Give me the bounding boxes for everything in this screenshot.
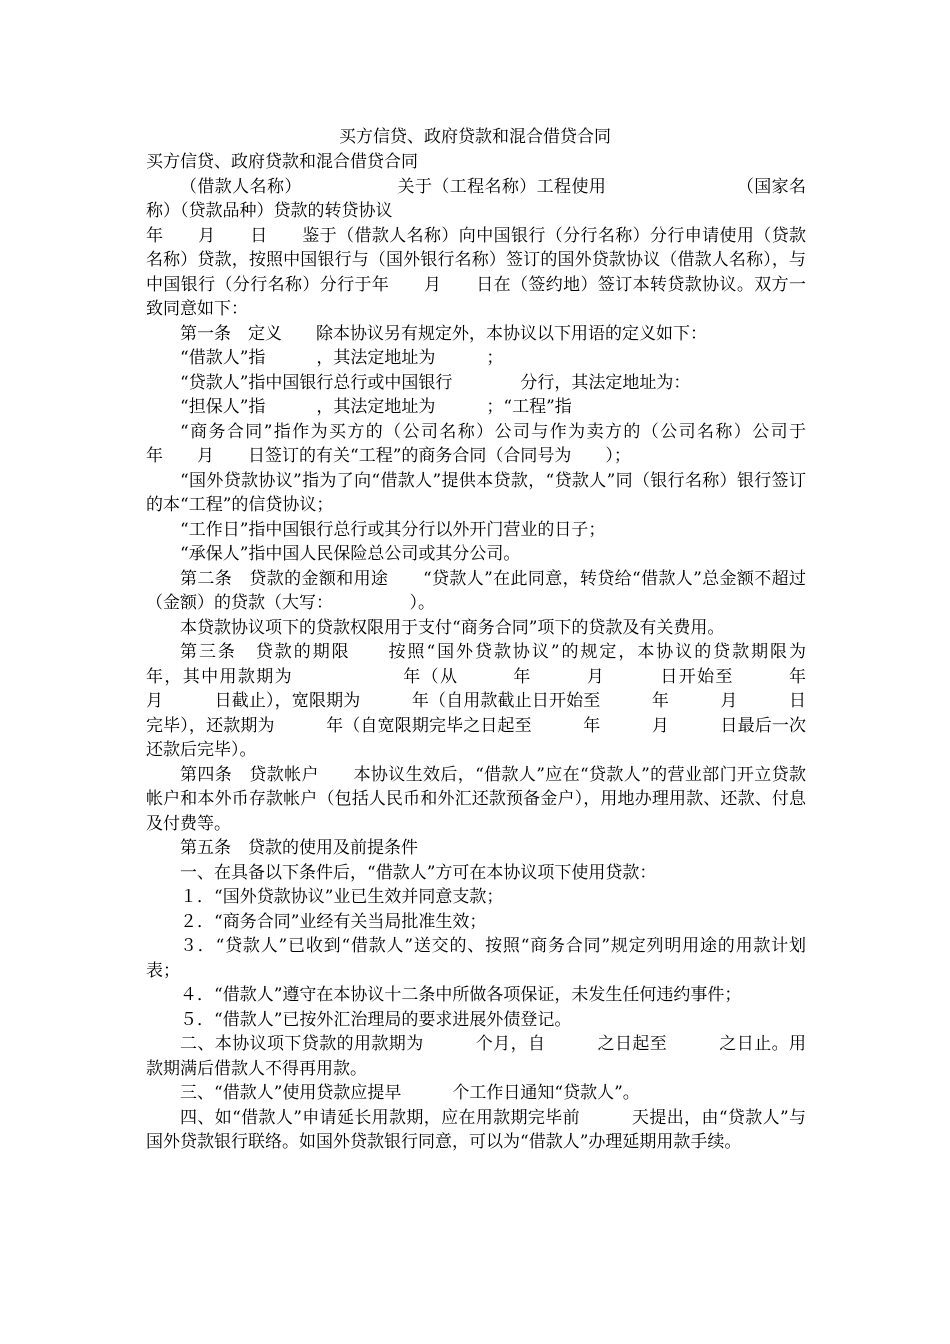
paragraph: “商务合同”指作为买方的（公司名称）公司与作为卖方的（公司名称）公司于 年 月 日签订的有关“工程”的商务合同（合同号为 ）；	[146, 421, 857, 466]
paragraph: “担保人”指 ，其法定地址为 ；“工程”指	[180, 397, 572, 417]
paragraph: ３．“贷款人”已收到“借款人”送交的、按照“商务合同”规定列明用途的用款计划表；	[146, 936, 806, 981]
paragraph: 第四条 贷款帐户 本协议生效后，“借款人”应在“贷款人”的营业部门开立贷款帐户和本外币存款帐户（包括人民币和外汇还款预备金户），用地办理用款、还款、付息及付费等。	[146, 764, 806, 834]
document-body	[146, 150, 857, 1155]
paragraph: “贷款人”指中国银行总行或中国银行 分行，其法定地址为：	[180, 372, 691, 393]
paragraph: 买方信贷、政府贷款和混合借贷合同	[146, 152, 418, 172]
paragraph: 四、如“借款人”申请延长用款期，应在用款期完毕前 天提出，由“贷款人”与国外贷款银行联络。如国外贷款银行同意，可以为“借款人”办理延期用款手续。	[146, 1107, 806, 1152]
paragraph: 第五条 贷款的使用及前提条件	[180, 838, 418, 858]
paragraph: 三、“借款人”使用贷款应提早 个工作日通知“贷款人”。	[180, 1083, 640, 1103]
paragraph: 第二条 贷款的金额和用途 “贷款人”在此同意，转贷给“借款人”总金额不超过（金额）的贷款（大写： ）。	[146, 568, 806, 613]
paragraph: “工作日”指中国银行总行或其分行以外开门营业的日子；	[180, 519, 606, 540]
paragraph: 第一条 定义 除本协议另有规定外，本协议以下用语的定义如下：	[180, 323, 707, 344]
paragraph: 一、在具备以下条件后，“借款人”方可在本协议项下使用贷款：	[180, 862, 657, 883]
document-title: 买方信贷、政府贷款和混合借贷合同	[339, 127, 611, 147]
paragraph: （借款人名称） 关于（工程名称）工程使用 （国家名称）（贷款品种）贷款的转贷协议	[146, 176, 806, 221]
paragraph: “借款人”指 ，其法定地址为 ；	[180, 348, 504, 368]
paragraph: 年 月 日 鉴于（借款人名称）向中国银行（分行名称）分行申请使用（贷款名称）贷款，按照中国银行与（国外银行名称）签订的国外贷款协议（借款人名称），与中国银行（分行名称）分行于年 月 日在（签约地）签订本转贷款协议。双方一致同意如下：	[146, 225, 806, 319]
paragraph: ２．“商务合同”业经有关当局批准生效；	[180, 911, 487, 932]
paragraph: １．“国外贷款协议”业已生效并同意支款；	[180, 887, 504, 907]
paragraph: “国外贷款协议”指为了向“借款人”提供本贷款，“贷款人”同（银行名称）银行签订的本“工程”的信贷协议；	[146, 470, 806, 515]
paragraph: 本贷款协议项下的贷款权限用于支付“商务合同”项下的贷款及有关费用。	[180, 617, 725, 638]
paragraph: ４．“借款人”遵守在本协议十二条中所做各项保证，未发生任何违约事件；	[180, 985, 742, 1005]
paragraph: ５．“借款人”已按外汇治理局的要求进展外债登记。	[180, 1009, 572, 1030]
paragraph: 二、本协议项下贷款的用款期为 个月，自 之日起至 之日止。用款期满后借款人不得再用款。	[146, 1034, 806, 1079]
paragraph: 第三条 贷款的期限 按照“国外贷款协议”的规定，本协议的贷款期限为 年，其中用款期为 年（从 年 月 日开始至 年 月 日截止），宽限期为 年（自用款截止日开始至 年 月 日完毕），还款期为 年（自宽限期完毕之日起至 年 月 日最后一次还款后完毕）。	[146, 642, 857, 760]
paragraph: “承保人”指中国人民保险总公司或其分公司。	[180, 544, 521, 564]
